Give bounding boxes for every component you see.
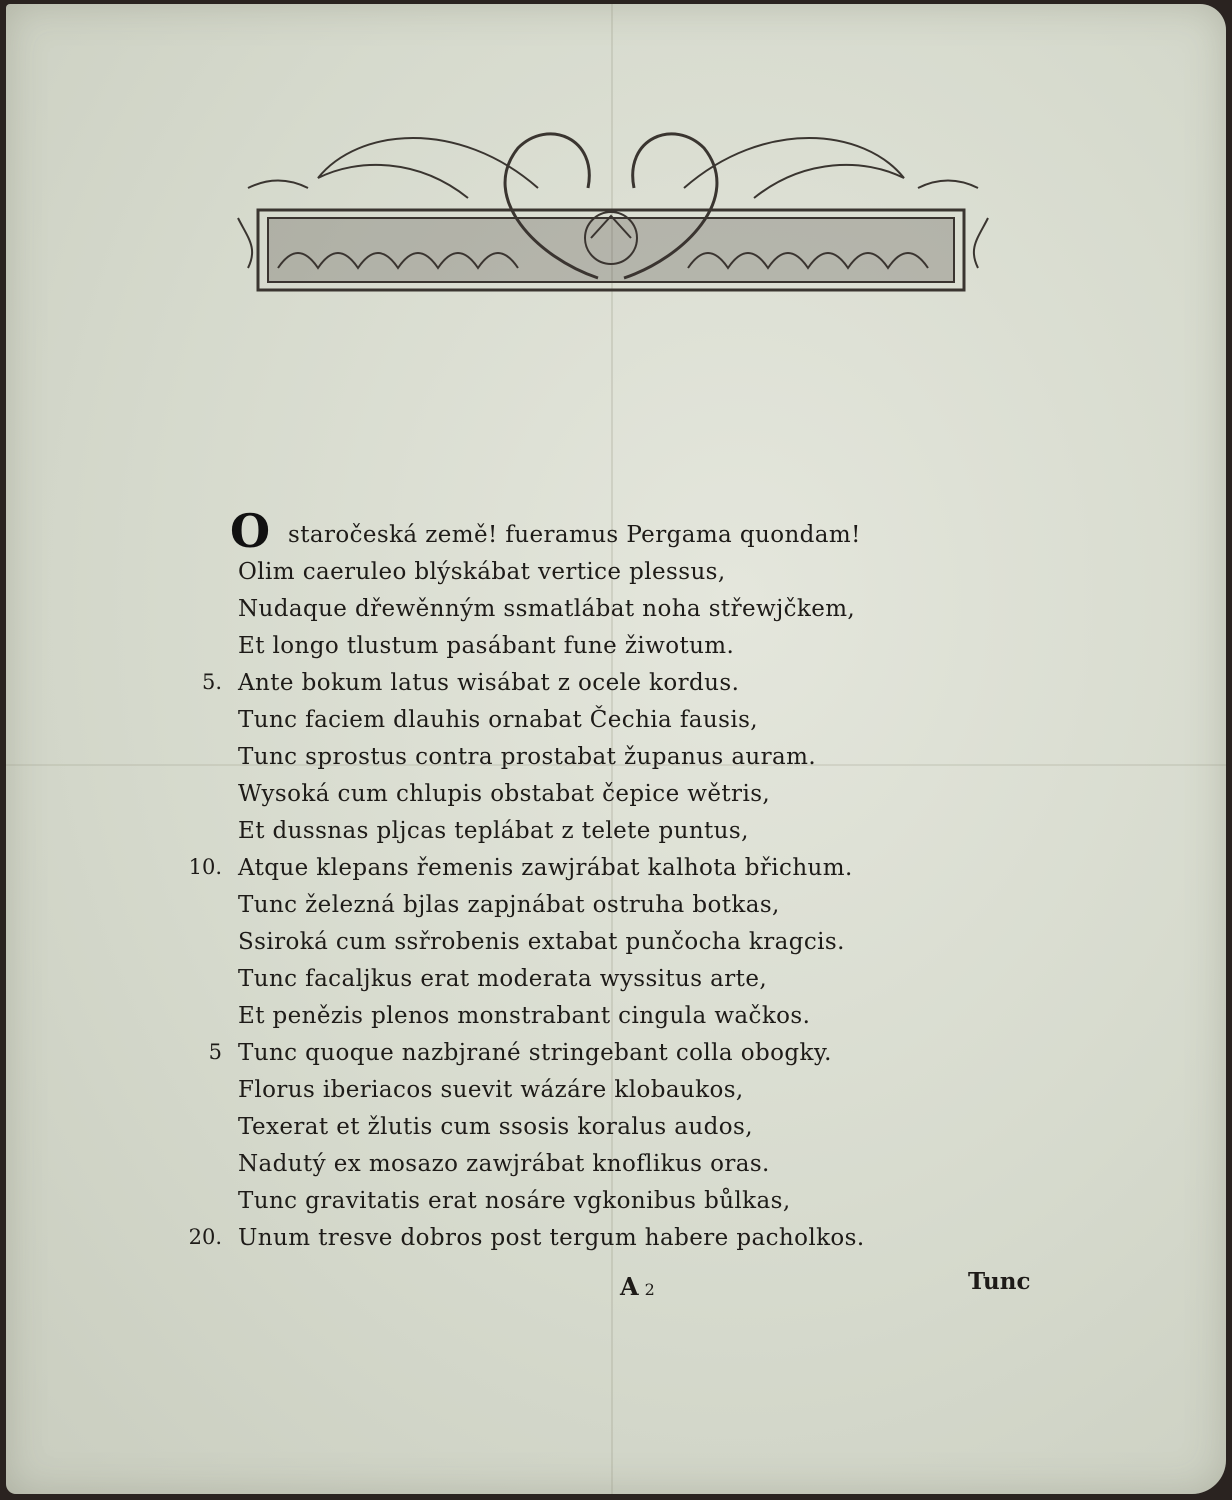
verse-line: Tunc quoque nazbjrané stringebant colla obogky. <box>238 1040 832 1066</box>
verse-line: Texerat et žlutis cum ssosis koralus audos, <box>238 1114 753 1140</box>
verse-line: Et dussnas pljcas teplábat z telete puntus, <box>238 818 749 844</box>
line-number: 10. <box>188 855 222 879</box>
verse-line: Nudaque dřewěnným ssmatlábat noha střewjčkem, <box>238 596 856 622</box>
line-number: 5. <box>201 670 222 694</box>
signature-letter: A <box>620 1272 639 1301</box>
drop-cap: O <box>230 504 271 558</box>
verse-line: Et penězis plenos monstrabant cingula wačkos. <box>238 1003 811 1029</box>
signature-number: 2 <box>644 1280 655 1299</box>
verse-line: Florus iberiacos suevit wázáre klobaukos, <box>238 1077 744 1103</box>
verse-line: Tunc faciem dlauhis ornabat Čechia fausis, <box>238 707 758 733</box>
verse-line: Ssiroká cum ssřrobenis extabat punčocha kragcis. <box>238 929 845 955</box>
verse-line: Tunc sprostus contra prostabat županus auram. <box>238 744 817 770</box>
headpiece-ornament <box>218 118 1004 298</box>
line-number: 5 <box>208 1040 222 1064</box>
signature-mark <box>620 1272 655 1301</box>
verse-line: staročeská země! fueramus Pergama quondam! <box>288 522 861 548</box>
verse-line: Tunc facaljkus erat moderata wyssitus arte, <box>238 966 768 992</box>
verse-line: Unum tresve dobros post tergum habere pacholkos. <box>238 1225 865 1251</box>
line-number: 20. <box>188 1225 222 1249</box>
verse-line: Atque klepans řemenis zawjrábat kalhota břichum. <box>238 855 853 881</box>
verse-line: Et longo tlustum pasábant fune žiwotum. <box>238 633 735 659</box>
verse-line: Tunc gravitatis erat nosáre vgkonibus bůlkas, <box>238 1188 791 1214</box>
catchword: Tunc <box>968 1268 1031 1295</box>
verse-line: Nadutý ex mosazo zawjrábat knoflikus oras. <box>238 1151 770 1177</box>
verse-line: Ante bokum latus wisábat z ocele kordus. <box>238 670 740 696</box>
verse-line: Wysoká cum chlupis obstabat čepice wětris, <box>238 781 771 807</box>
verse-line: Tunc železná bjlas zapjnábat ostruha botkas, <box>238 892 780 918</box>
verse-line: Olim caeruleo blýskábat vertice plessus, <box>238 559 726 585</box>
